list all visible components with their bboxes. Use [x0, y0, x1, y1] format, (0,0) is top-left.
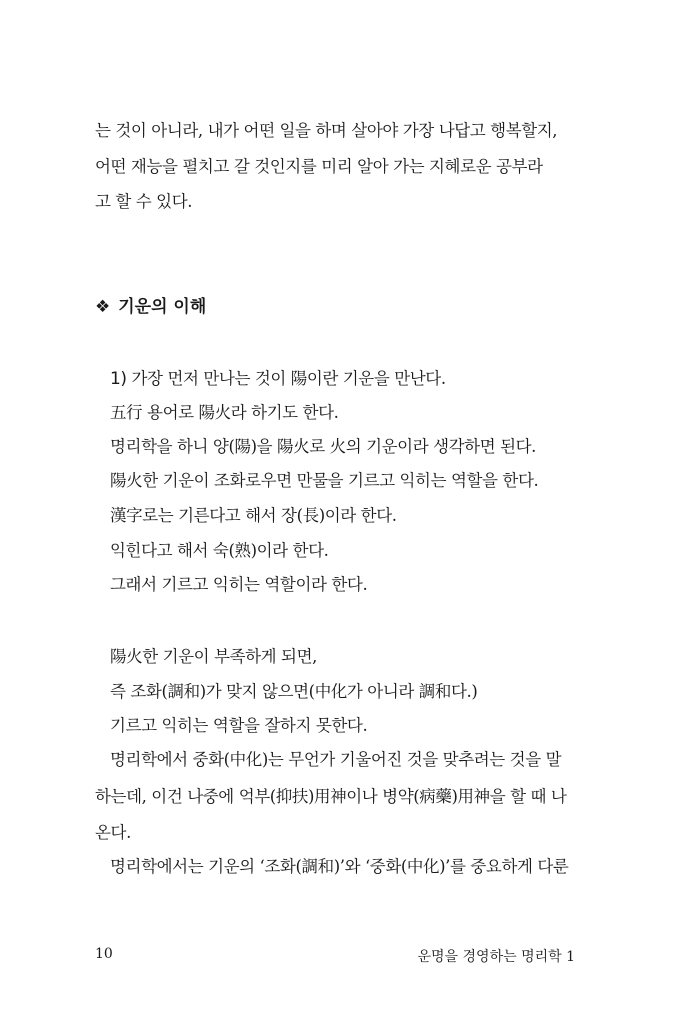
paragraph1-line-6: 그래서 기르고 익히는 역할이라 한다.	[110, 575, 368, 594]
paragraph2-line-4: 명리학에서 중화(中化)는 무언가 기울어진 것을 맞추려는 것을 말	[110, 750, 562, 769]
running-footer-title: 운명을 경영하는 명리학 1	[417, 949, 575, 965]
paragraph2-line-2: 즉 조화(調和)가 맞지 않으면(中化가 아니라 調和다.)	[110, 682, 478, 701]
list-item-number: 1)	[110, 369, 127, 389]
intro-line-1: 는 것이 아니라, 내가 어떤 일을 하며 살아야 가장 나답고 행복할지,	[95, 121, 558, 140]
paragraph1-line-3: 陽火한 기운이 조화로우면 만물을 기르고 익히는 역할을 한다.	[110, 471, 539, 490]
paragraph2-line-6: 온다.	[95, 823, 131, 842]
paragraph1-line-1: 五行 용어로 陽火라 하기도 한다.	[110, 403, 339, 422]
paragraph2-line-1: 陽火한 기운이 부족하게 되면,	[110, 647, 317, 666]
list-item-text: 가장 먼저 만나는 것이 陽이란 기운을 만난다.	[131, 369, 446, 388]
paragraph1-line-2: 명리학을 하니 양(陽)을 陽火로 火의 기운이라 생각하면 된다.	[110, 437, 537, 456]
paragraph1-line-5: 익힌다고 해서 숙(熟)이라 한다.	[110, 541, 329, 560]
paragraph2-line-5: 하는데, 이건 나중에 억부(抑扶)用神이나 병약(病藥)用神을 할 때 나	[95, 787, 567, 806]
list-item-1	[110, 365, 446, 389]
paragraph2-line-3: 기르고 익히는 역할을 잘하지 못한다.	[110, 716, 368, 735]
intro-line-3: 고 할 수 있다.	[95, 192, 193, 211]
paragraph2-line-7: 명리학에서는 기운의 ‘조화(調和)’와 ‘중화(中化)’를 중요하게 다룬	[110, 857, 569, 876]
page-number: 10	[95, 946, 113, 962]
section-title: 기운의 이해	[118, 297, 207, 317]
diamond-bullet-icon: ❖	[95, 297, 111, 317]
paragraph1-line-4: 漢字로는 기른다고 해서 장(長)이라 한다.	[110, 506, 397, 525]
section-heading	[95, 292, 206, 317]
intro-line-2: 어떤 재능을 펼치고 갈 것인지를 미리 알아 가는 지혜로운 공부라	[95, 157, 543, 176]
